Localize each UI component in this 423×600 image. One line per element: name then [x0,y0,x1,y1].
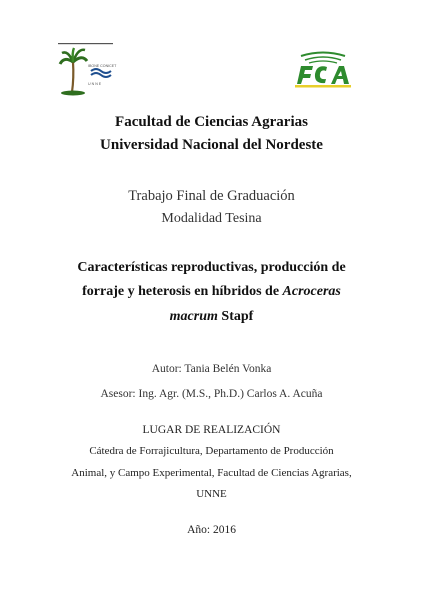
thesis-title-line-1: Características reproductivas, producción de [77,260,346,275]
conicet-mark [91,69,111,77]
advisor: Asesor: Ing. Agr. (M.S., Ph.D.) Carlos A. Acuña [100,388,323,400]
title-genus: Acroceras [282,284,341,299]
fca-logo [293,50,353,88]
work-type: Trabajo Final de Graduación [128,188,295,204]
logo-subcaption: U N N E [88,82,102,86]
thesis-title-line-2 [0,284,423,300]
title-line-2-text: forraje y heterosis en híbridos de [82,284,283,299]
ibone-logo [58,40,126,98]
work-modality: Modalidad Tesina [161,211,262,226]
fca-emblem-icon [293,50,353,88]
title-authority: Stapf [217,309,254,324]
logo-caption: IBONE CONICET [88,64,117,68]
faculty-name: Facultad de Ciencias Agrarias [115,114,308,130]
palm-tree-icon [58,40,126,98]
university-name: Universidad Nacional del Nordeste [100,137,323,153]
title-species: macrum [169,309,218,324]
year: Año: 2016 [187,524,236,536]
author: Autor: Tania Belén Vonka [151,363,272,375]
location-line-3: UNNE [196,488,227,500]
location-line-1: Cátedra de Forrajicultura, Departamento de Producción [89,445,334,457]
location-line-2: Animal, y Campo Experimental, Facultad de Ciencias Agrarias, [71,467,352,479]
thesis-title-line-3 [0,309,423,325]
location-heading: LUGAR DE REALIZACIÓN [142,424,281,436]
